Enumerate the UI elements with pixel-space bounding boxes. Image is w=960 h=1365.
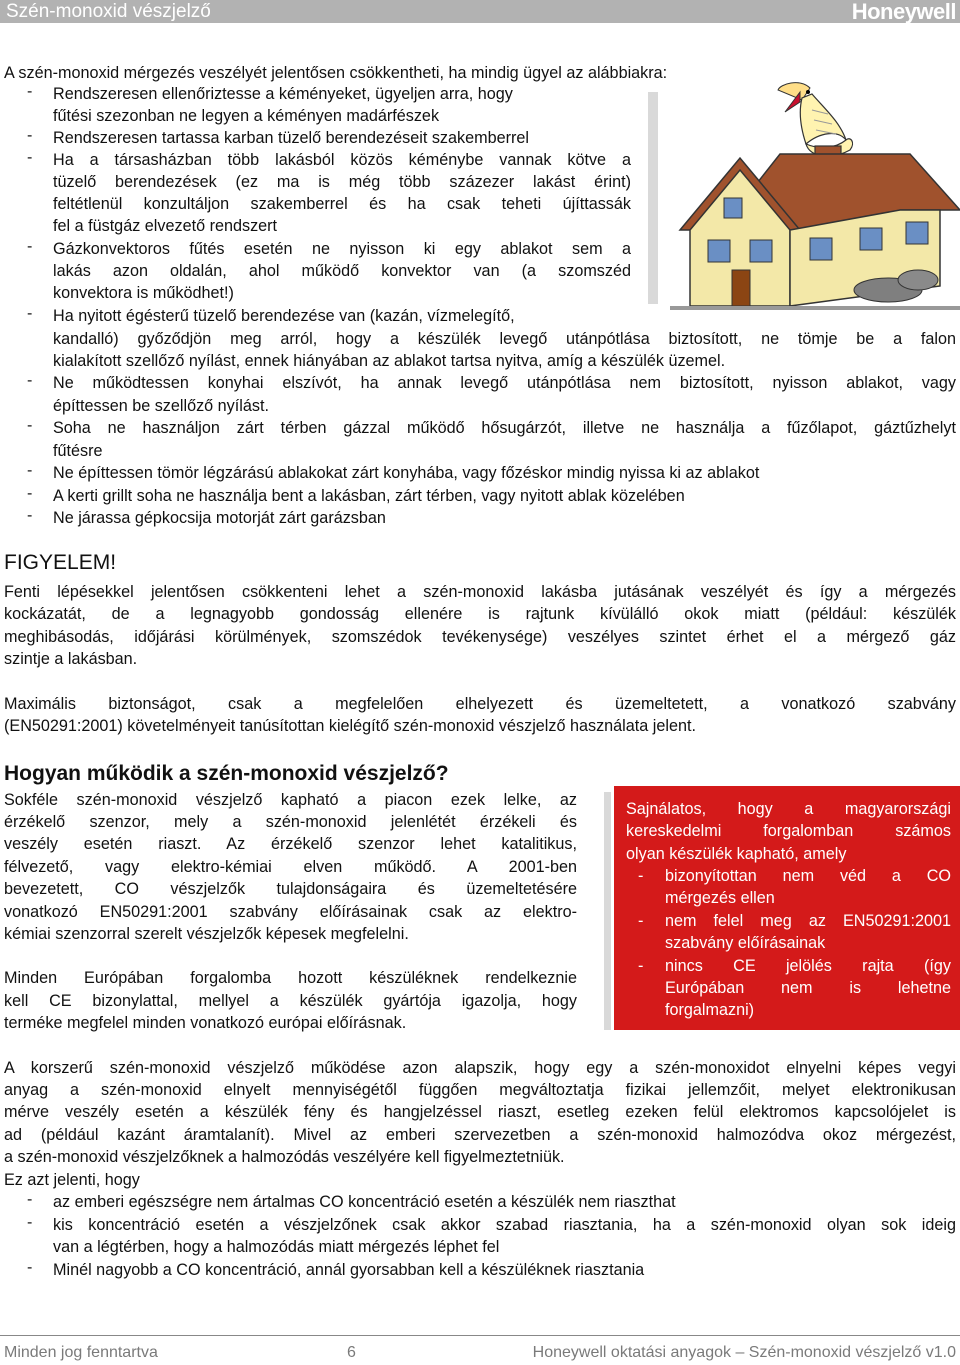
how-para3-line-2: anyag a szén-monoxid elnyelt mennyiségétől függően megváltoztatja fizikai jellemzőit, melyet elektronikusan xyxy=(4,1081,956,1099)
intro-bullet-3-line-1: Ha a társasházban több lakásból közös kéménybe vannak kötve a xyxy=(53,151,631,169)
callout-item-2-line-1: nem felel meg az EN50291:2001 xyxy=(665,912,951,930)
warning-para2-line-2: (EN50291:2001) követelményeit tanúsítottan kielégítő szén-monoxid vészjelző használata jelent. xyxy=(4,717,696,735)
intro-bullet-4-line-2: lakás azon oldalán, ahol működő konvektor van (a szomszéd xyxy=(53,262,631,280)
warning-para1-line-4: szintje a lakásban. xyxy=(4,650,138,668)
footer-page-number: 6 xyxy=(347,1344,356,1361)
house-with-bird-on-chimney-icon xyxy=(660,80,960,312)
intro-bullet-1-line-1: Rendszeresen ellenőriztesse a kéményeket, ügyeljen arra, hogy xyxy=(53,85,513,103)
how-bullet-2-line-1: kis koncentráció esetén a vészjelzőnek csak akkor szabad riasztania, ha a szén-monoxid olyan sok ideig xyxy=(53,1216,956,1234)
bullet-dash: - xyxy=(27,372,33,389)
bullet-dash: - xyxy=(27,1191,33,1208)
intro-bullet-5-line-3: kialakított szellőző nyílást, ennek hiányában az ablakot tartsa nyitva, amíg a készülék üzemel. xyxy=(53,352,726,370)
callout-item-1-line-1: bizonyítottan nem véd a CO xyxy=(665,867,951,885)
warning-title: FIGYELEM! xyxy=(4,551,117,574)
how-para1-line-2: érzékelő szenzor, mely a szén-monoxid jelenlétét érzékeli és xyxy=(4,813,577,831)
callout-dash: - xyxy=(638,867,644,885)
how-para2-line-2: kell CE bizonylattal, mellyel a készülék gyártója igazolja, hogy xyxy=(4,992,577,1010)
intro-bullet-6-line-1: Ne működtessen konyhai elszívót, ha annak levegő utánpótlása nem biztosított, nyisson ablakot, vagy xyxy=(53,374,956,392)
warning-para1-line-2: kockázatát, de a legnagyobb gondosság ellenére is rajtunk kívülálló okok miatt (például: készülék xyxy=(4,605,956,623)
intro-lead: A szén-monoxid mérgezés veszélyét jelentősen csökkentheti, ha mindig ügyel az alábbiakra: xyxy=(4,64,668,82)
bullet-dash: - xyxy=(27,1214,33,1231)
bullet-dash: - xyxy=(27,1259,33,1276)
bullet-dash: - xyxy=(27,238,33,255)
intro-bullet-2-line-1: Rendszeresen tartassa karban tüzelő berendezéseit szakemberrel xyxy=(53,129,529,147)
intro-bullet-8-line-1: Ne építtessen tömör légzárású ablakokat zárt konyhába, vagy főzéskor mindig nyissa ki az ablakot xyxy=(53,464,760,482)
intro-bullet-10-line-1: Ne járassa gépkocsija motorját zárt garázsban xyxy=(53,509,386,527)
bullet-dash: - xyxy=(27,149,33,166)
callout-item-3-line-2: Európában nem is lehetne xyxy=(665,979,951,997)
bullet-dash: - xyxy=(27,417,33,434)
warning-callout-box xyxy=(614,786,960,1030)
header-title: Szén-monoxid vészjelző xyxy=(6,1,211,22)
how-para1-line-5: bevezetett, CO vészjelzők tulajdonságaira és üzemeltetésére xyxy=(4,880,577,898)
callout-shadow xyxy=(604,792,611,1030)
how-para1-line-1: Sokféle szén-monoxid vészjelző kapható a piacon ezek lelke, az xyxy=(4,791,577,809)
honeywell-logo: Honeywell xyxy=(851,0,956,24)
bullet-dash: - xyxy=(27,83,33,100)
how-bullet-2-line-2: van a légtérben, hogy a halmozódás miatt mérgezés léphet fel xyxy=(53,1238,500,1256)
bullet-dash: - xyxy=(27,127,33,144)
intro-bullet-7-line-1: Soha ne használjon zárt térben gázzal működő hősugárzót, illetve ne használja a fűzőlapot, gáztűzhelyt xyxy=(53,419,956,437)
footer-rule xyxy=(0,1335,960,1336)
bird-icon xyxy=(778,83,853,157)
intro-bullet-6-line-2: építtessen be szellőző nyílást. xyxy=(53,397,269,415)
callout-lead-line-2: kereskedelmi forgalomban számos xyxy=(626,822,951,840)
how-para1-line-6: vonatkozó EN50291:2001 szabvány előírásainak csak az elektro- xyxy=(4,903,577,921)
intro-bullet-4-line-3: konvektora is működhet!) xyxy=(53,284,234,302)
callout-dash: - xyxy=(638,957,644,975)
callout-item-1-line-2: mérgezés ellen xyxy=(665,889,775,907)
how-means: Ez azt jelenti, hogy xyxy=(4,1171,140,1189)
footer-document-title: Honeywell oktatási anyagok – Szén-monoxid vészjelző v1.0 xyxy=(532,1344,956,1361)
how-para2-line-1: Minden Európában forgalomba hozott készüléknek rendelkeznie xyxy=(4,969,577,987)
intro-bullet-9-line-1: A kerti grillt soha ne használja bent a lakásban, zárt térben, vagy nyitott ablak közelében xyxy=(53,487,685,505)
intro-bullet-7-line-2: fűtésre xyxy=(53,442,103,460)
section-heading: Hogyan működik a szén-monoxid vészjelző? xyxy=(4,762,449,785)
how-para3-line-3: mérve veszély esetén a készülék fény és hangjelzéssel riaszt, esetleg ezeken felül elektromos kapcsolójelet is xyxy=(4,1103,956,1121)
warning-para1-line-1: Fenti lépésekkel jelentősen csökkenteni lehet a szén-monoxid lakásba jutásának veszélyét és így a mérgezés xyxy=(4,583,956,601)
warning-para2-line-1: Maximális biztonságot, csak a megfelelően elhelyezett és üzemeltetett, a vonatkozó szabvány xyxy=(4,695,956,713)
callout-lead-line-3: olyan készülék kapható, amely xyxy=(626,845,847,863)
callout-item-3-line-1: nincs CE jelölés rajta (így xyxy=(665,957,951,975)
intro-bullet-3-line-2: tüzelő berendezések (ez ma is még több százezer lakást érint) xyxy=(53,173,631,191)
how-para3-line-1: A korszerű szén-monoxid vészjelző működése azon alapszik, hogy egy a szén-monoxidot elnyelni képes vegyi xyxy=(4,1059,956,1077)
bullet-dash: - xyxy=(27,305,33,322)
warning-para1-line-3: meghibásodás, időjárási körülmények, szomszédok tevékenysége) veszélyes szintet érhet el a mérgező gáz xyxy=(4,628,956,646)
callout-item-3-line-3: forgalmazni) xyxy=(665,1001,755,1019)
callout-lead-line-1: Sajnálatos, hogy a magyarországi xyxy=(626,800,951,818)
how-para1-line-3: veszély esetén riaszt. Az érzékelő szenzor lehet katalitikus, xyxy=(4,835,577,853)
intro-bullet-3-line-4: fel a füstgáz elvezető rendszert xyxy=(53,217,278,235)
how-para1-line-7: kémiai szenzorral szerelt vészjelzők képesek megfelelni. xyxy=(4,925,409,943)
how-para2-line-3: terméke megfelel minden vonatkozó európai előírásnak. xyxy=(4,1014,407,1032)
callout-item-2-line-2: szabvány előírásainak xyxy=(665,934,826,952)
bullet-dash: - xyxy=(27,485,33,502)
intro-bullet-4-line-1: Gázkonvektoros fűtés esetén ne nyisson ki egy ablakot sem a xyxy=(53,240,631,258)
intro-bullet-1-line-2: fűtési szezonban ne legyen a kéményen madárfészek xyxy=(53,107,440,125)
intro-bullet-3-line-3: feltétlenül konzultáljon szakemberrel és ha csak teheti újíttassák xyxy=(53,195,631,213)
illustration-shadow xyxy=(648,92,658,304)
callout-dash: - xyxy=(638,912,644,930)
how-para1-line-4: félvezető, vagy elektro-kémiai elven működő. A 2001-ben xyxy=(4,858,577,876)
intro-bullet-5-line-2: kandalló) győződjön meg arról, hogy a készülék levegő utánpótlása biztosított, ne tömje be a falon xyxy=(53,330,956,348)
intro-bullet-5-line-1: Ha nyitott égésterű tüzelő berendezése van (kazán, vízmelegítő, xyxy=(53,307,515,325)
bullet-dash: - xyxy=(27,462,33,479)
how-bullet-1-line-1: az emberi egészségre nem ártalmas CO koncentráció esetén a készülék nem riaszthat xyxy=(53,1193,676,1211)
bullet-dash: - xyxy=(27,507,33,524)
how-bullet-3-line-1: Minél nagyobb a CO koncentráció, annál gyorsabban kell a készüléknek riasztania xyxy=(53,1261,645,1279)
how-para3-line-5: a szén-monoxid vészjelzőknek a halmozódás veszélyére kell figyelmeztetniük. xyxy=(4,1148,565,1166)
how-para3-line-4: ad (például kazánt áramtalanít). Mivel az emberi szervezetben a szén-monoxid halmozódva okoz mérgezést, xyxy=(4,1126,956,1144)
footer-copyright: Minden jog fenntartva xyxy=(4,1344,158,1361)
